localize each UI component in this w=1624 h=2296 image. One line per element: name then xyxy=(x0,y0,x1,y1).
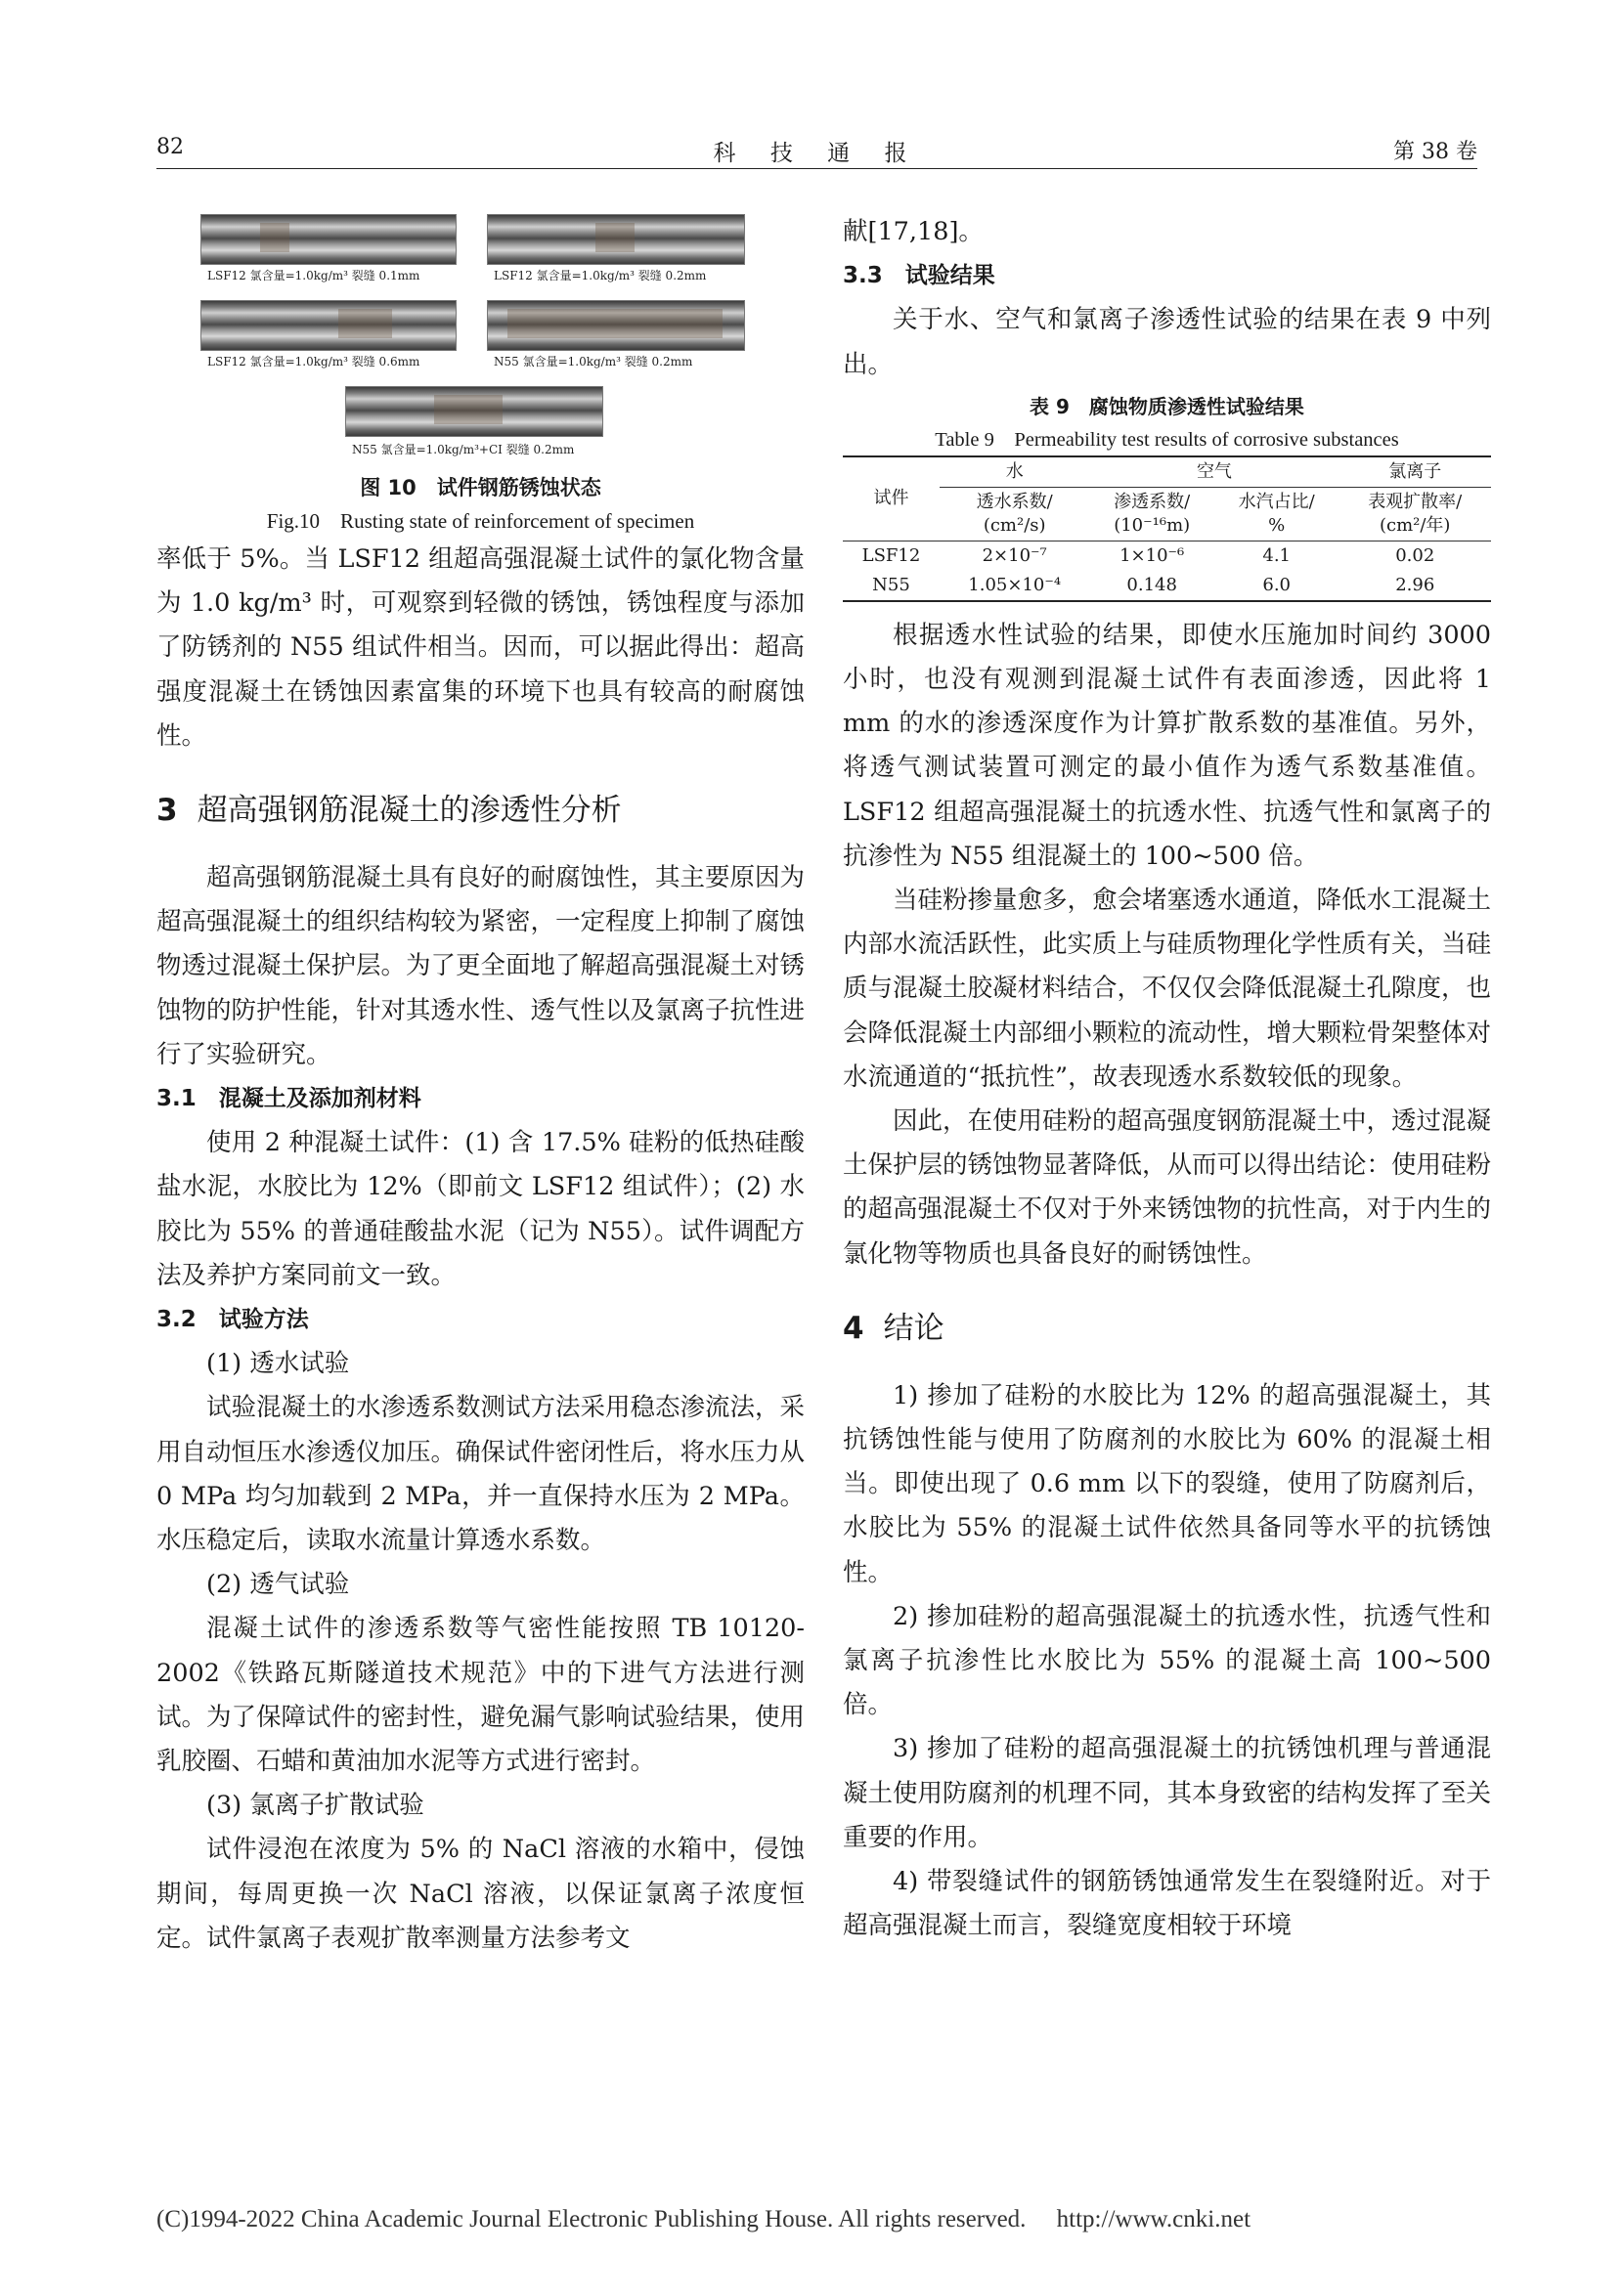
page-number: 82 xyxy=(156,135,184,159)
rebar-photo xyxy=(200,214,457,265)
header-rule xyxy=(156,168,1477,169)
table-group-chloride: 氯离子 xyxy=(1339,456,1491,488)
journal-name: 科 技 通 报 xyxy=(713,141,921,166)
copyright-footer: (C)1994-2022 China Academic Journal Electronic Publishing House. All rights reserved. http://www.cnki.net xyxy=(156,2206,1251,2232)
volume-label: 第 38 卷 xyxy=(1393,140,1477,164)
paragraph: 当硅粉掺量愈多，愈会堵塞透水通道，降低水工混凝土内部水流活跃性，此实质上与硅质物理化学性质有关，当硅质与混凝土胶凝材料结合，不仅仅会降低混凝土孔隙度，也会降低混凝土内部细小颗粒的流动性，增大颗粒骨架整体对水流通道的“抵抗性”，故表现透水系数较低的现象。 xyxy=(843,886,1492,1092)
table-cell: LSF12 xyxy=(843,541,940,571)
section-number: 3 xyxy=(156,793,178,829)
rebar-caption: LSF12 氯含量=1.0kg/m³ 裂缝 0.1mm xyxy=(207,269,420,282)
paragraph: 根据透水性试验的结果，即使水压施加时间约 3000 小时，也没有观测到混凝土试件有表面渗透，因此将 1 mm 的水的渗透深度作为计算扩散系数的基准值。另外，将透气测试装置可测定的最小值作为透气系数基准值。LSF12 组超高强混凝土的抗透水性、抗透气性和氯离子的抗渗性为 N55 组混凝土的 100~500 倍。 xyxy=(843,620,1491,871)
list-item-label: (1) 透水试验 xyxy=(206,1349,350,1379)
header-unit: % xyxy=(1268,514,1286,536)
rebar-photo xyxy=(345,386,603,437)
figure-caption-en: Fig.10 Rusting state of reinforcement of specimen xyxy=(266,509,695,533)
section-title: 结论 xyxy=(883,1310,944,1346)
table-9 xyxy=(843,455,1491,602)
rebar-caption: N55 氯含量=1.0kg/m³+CI 裂缝 0.2mm xyxy=(352,443,575,456)
table-cell: 6.0 xyxy=(1214,571,1339,601)
header-line: 表观扩散率/ xyxy=(1368,491,1463,512)
header-line: 透水系数/ xyxy=(976,491,1053,512)
section-heading-4 xyxy=(843,1304,1491,1353)
left-column xyxy=(156,210,805,1961)
section-number: 4 xyxy=(843,1310,864,1346)
conclusion-item: 4) 带裂缝试件的钢筋锈蚀通常发生在裂缝附近。对于超高强混凝土而言，裂缝宽度相较于环境 xyxy=(843,1867,1491,1941)
table-cell: 1×10⁻⁶ xyxy=(1089,541,1214,571)
rebar-photo xyxy=(487,214,745,265)
table-cell: 4.1 xyxy=(1214,541,1339,571)
paragraph: 因此，在使用硅粉的超高强度钢筋混凝土中，透过混凝土保护层的锈蚀物显著降低，从而可以得出结论：使用硅粉的超高强混凝土不仅对于外来锈蚀物的抗性高，对于内生的氯化物等物质也具备良好的耐锈蚀性。 xyxy=(843,1106,1492,1269)
list-item-label: (2) 透气试验 xyxy=(206,1570,350,1600)
header-line: 渗透系数/ xyxy=(1114,491,1191,512)
section-title: 超高强钢筋混凝土的渗透性分析 xyxy=(197,793,622,829)
table-caption-cn: 表 9 腐蚀物质渗透性试验结果 xyxy=(1030,394,1304,418)
table-cell: 1.05×10⁻⁴ xyxy=(940,571,1089,601)
paragraph: 关于水、空气和氯离子渗透性试验的结果在表 9 中列出。 xyxy=(843,305,1491,379)
section-heading-3 xyxy=(156,786,805,835)
table-row xyxy=(843,571,1491,601)
right-column xyxy=(843,210,1491,1949)
table-header-specimen: 试件 xyxy=(843,456,940,542)
table-cell: 2×10⁻⁷ xyxy=(940,541,1089,571)
rebar-caption: N55 氯含量=1.0kg/m³ 裂缝 0.2mm xyxy=(494,355,693,368)
conclusion-item: 1) 掺加了硅粉的水胶比为 12% 的超高强混凝土，其抗锈蚀性能与使用了防腐剂的水胶比为 60% 的混凝土相当。即使出现了 0.6 mm 以下的裂缝，使用了防腐剂后，水胶比为 55% 的混凝土试件依然具备同等水平的抗锈蚀性。 xyxy=(843,1380,1491,1587)
table-header-cell xyxy=(1089,487,1214,541)
header-line: 水汽占比/ xyxy=(1238,491,1315,512)
figure-caption-cn: 图 10 试件钢筋锈蚀状态 xyxy=(360,476,601,499)
subsection-heading-3-3: 3.3 试验结果 xyxy=(843,263,995,289)
table-cell: 0.148 xyxy=(1089,571,1214,601)
paragraph: 使用 2 种混凝土试件：(1) 含 17.5% 硅粉的低热硅酸盐水泥，水胶比为 12%（即前文 LSF12 组试件）；(2) 水胶比为 55% 的普通硅酸盐水泥（记为 N55）。试件调配方法及养护方案同前文一致。 xyxy=(156,1128,805,1290)
paragraph: 混凝土试件的渗透系数等气密性能按照 TB 10120-2002《铁路瓦斯隧道技术规范》中的下进气方法进行测试。为了保障试件的密封性，避免漏气影响试验结果，使用乳胶圈、石蜡和黄油加水泥等方式进行密封。 xyxy=(156,1614,806,1777)
header-unit: (10⁻¹⁶m) xyxy=(1114,514,1191,536)
table-cell: 2.96 xyxy=(1339,571,1491,601)
paragraph: 试件浸泡在浓度为 5% 的 NaCl 溶液的水箱中，侵蚀期间，每周更换一次 NaCl 溶液，以保证氯离子浓度恒定。试件氯离子表观扩散率测量方法参考文 xyxy=(156,1835,805,1953)
table-caption-en: Table 9 Permeability test results of corrosive substances xyxy=(935,428,1399,451)
rebar-photo xyxy=(200,300,457,351)
table-header-cell xyxy=(1214,487,1339,541)
paragraph: 超高强钢筋混凝土具有良好的耐腐蚀性，其主要原因为超高强混凝土的组织结构较为紧密，一定程度上抑制了腐蚀物透过混凝土保护层。为了更全面地了解超高强混凝土对锈蚀物的防护性能，针对其透水性、透气性以及氯离子抗性进行了实验研究。 xyxy=(156,863,806,1069)
rebar-caption: LSF12 氯含量=1.0kg/m³ 裂缝 0.2mm xyxy=(494,269,707,282)
table-cell: 0.02 xyxy=(1339,541,1491,571)
table-cell: N55 xyxy=(843,571,940,601)
conclusion-item: 2) 掺加硅粉的超高强混凝土的抗透水性，抗透气性和氯离子抗渗性比水胶比为 55% 的混凝土高 100~500 倍。 xyxy=(843,1601,1491,1720)
header-unit: (cm²/s) xyxy=(983,514,1046,536)
figure-10 xyxy=(156,210,805,538)
header-unit: (cm²/年) xyxy=(1379,514,1451,536)
conclusion-item: 3) 掺加了硅粉的超高强混凝土的抗锈蚀机理与普通混凝土使用防腐剂的机理不同，其本身致密的结构发挥了至关重要的作用。 xyxy=(843,1734,1492,1852)
table-group-water: 水 xyxy=(940,456,1089,488)
paragraph: 试验混凝土的水渗透系数测试方法采用稳态渗流法，采用自动恒压水渗透仪加压。确保试件密闭性后，将水压力从 0 MPa 均匀加载到 2 MPa，并一直保持水压为 2 MPa。水压稳定后，读取水流量计算透水系数。 xyxy=(156,1393,806,1556)
table-header-cell xyxy=(1339,487,1491,541)
table-row xyxy=(843,541,1491,571)
table-group-air: 空气 xyxy=(1089,456,1339,488)
subsection-heading-3-1: 3.1 混凝土及添加剂材料 xyxy=(156,1086,421,1112)
rebar-caption: LSF12 氯含量=1.0kg/m³ 裂缝 0.6mm xyxy=(207,355,420,368)
subsection-heading-3-2: 3.2 试验方法 xyxy=(156,1307,309,1333)
table-header-cell xyxy=(940,487,1089,541)
paragraph: 率低于 5%。当 LSF12 组超高强混凝土试件的氯化物含量为 1.0 kg/m³ 时，可观察到轻微的锈蚀，锈蚀程度与添加了防锈剂的 N55 组试件相当。因而，可以据此得出：超高强度混凝土在锈蚀因素富集的环境下也具有较高的耐腐蚀性。 xyxy=(156,544,805,751)
paragraph: 献[17,18]。 xyxy=(843,217,984,246)
list-item-label: (3) 氯离子扩散试验 xyxy=(206,1791,424,1821)
rebar-photo xyxy=(487,300,745,351)
